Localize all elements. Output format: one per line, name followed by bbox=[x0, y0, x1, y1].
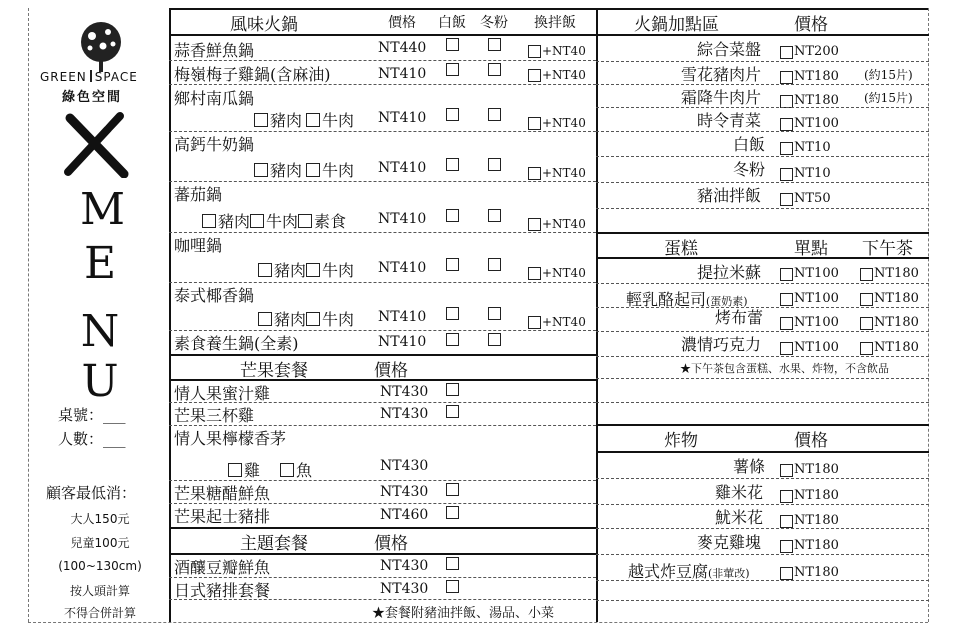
noodle-checkbox[interactable] bbox=[488, 158, 501, 171]
rice-checkbox[interactable] bbox=[446, 63, 459, 76]
mango-item-name: 情人果蜜汁雞 bbox=[174, 384, 271, 403]
beef-checkbox[interactable] bbox=[306, 113, 320, 127]
menu-letter-e: E bbox=[83, 238, 117, 289]
swap-checkbox[interactable] bbox=[528, 45, 541, 58]
hotpot-item-name: 蒜香鮮魚鍋 bbox=[174, 41, 255, 60]
theme-item-name: 酒釀豆瓣鮮魚 bbox=[174, 558, 271, 577]
order-checkbox[interactable] bbox=[780, 464, 793, 477]
menu-letter-m: M bbox=[80, 184, 126, 235]
hotpot-item-price: NT410 bbox=[378, 110, 427, 126]
single-checkbox[interactable] bbox=[780, 293, 793, 306]
hotpot-item-price: NT410 bbox=[378, 160, 427, 176]
meat-options bbox=[258, 307, 354, 330]
row-separator bbox=[596, 283, 929, 284]
tea-checkbox[interactable] bbox=[860, 293, 873, 306]
addon-price-text: NT180 bbox=[794, 69, 839, 84]
swap-checkbox[interactable] bbox=[528, 267, 541, 280]
addon-price-text: NT10 bbox=[794, 140, 831, 155]
cake-single-price[interactable] bbox=[780, 315, 839, 330]
addon-price-text: NT50 bbox=[794, 191, 831, 206]
swap-rice-option[interactable] bbox=[528, 116, 586, 130]
addon-price[interactable] bbox=[780, 191, 831, 206]
row-separator bbox=[596, 61, 929, 62]
fried-header-price: 價格 bbox=[794, 431, 828, 451]
option-label: 豬肉 bbox=[270, 161, 303, 180]
cake-single-price[interactable] bbox=[780, 266, 839, 281]
meat-options bbox=[254, 108, 354, 131]
addon-item-name: 冬粉 bbox=[733, 160, 766, 179]
min-spend-title: 顧客最低消： bbox=[46, 484, 137, 502]
cake-single-price[interactable] bbox=[780, 291, 839, 306]
brand-name-left: GREEN bbox=[40, 70, 87, 84]
order-checkbox[interactable] bbox=[446, 483, 459, 496]
row-separator bbox=[596, 600, 929, 601]
noodle-checkbox[interactable] bbox=[488, 209, 501, 222]
cake-item-name: 提拉米蘇 bbox=[697, 263, 762, 282]
order-checkbox[interactable] bbox=[780, 540, 793, 553]
cakes-header-name: 蛋糕 bbox=[664, 239, 698, 259]
rice-checkbox[interactable] bbox=[446, 108, 459, 121]
row-separator bbox=[596, 208, 929, 209]
fried-item-name: 麥克雞塊 bbox=[697, 533, 762, 552]
hotpot-item-price: NT410 bbox=[378, 66, 427, 82]
cake-item-name: 濃情巧克力 bbox=[681, 335, 762, 354]
noodle-checkbox[interactable] bbox=[488, 307, 501, 320]
fried-item-name: 魷米花 bbox=[715, 508, 764, 527]
mango-item-name: 芒果三杯雞 bbox=[174, 406, 255, 425]
addon-item-name: 霜降牛肉片 bbox=[681, 88, 762, 107]
fried-name-suffix: (非葷改) bbox=[708, 567, 750, 580]
fried-item-name: 薯條 bbox=[733, 457, 766, 476]
hotpot-header-name: 風味火鍋 bbox=[230, 15, 298, 35]
order-checkbox[interactable] bbox=[446, 557, 459, 570]
hotpot-item-price: NT440 bbox=[378, 40, 427, 56]
addon-item-name: 時令青菜 bbox=[697, 111, 762, 130]
hotpot-item-price: NT410 bbox=[378, 260, 427, 276]
chicken-checkbox[interactable] bbox=[228, 463, 242, 477]
theme-item-price: NT430 bbox=[380, 581, 429, 597]
swap-price: +NT40 bbox=[542, 166, 586, 180]
fried-price-text: NT180 bbox=[794, 565, 839, 580]
cake-tea-price[interactable] bbox=[860, 340, 919, 355]
option-label: 雞 bbox=[244, 461, 261, 480]
row-separator bbox=[169, 84, 596, 85]
swap-checkbox[interactable] bbox=[528, 218, 541, 231]
option-label: 牛肉 bbox=[322, 310, 355, 329]
addon-price[interactable] bbox=[780, 44, 839, 59]
option-label: 豬肉 bbox=[274, 261, 307, 280]
fried-header-rule bbox=[596, 451, 929, 453]
swap-rice-option[interactable] bbox=[528, 217, 586, 231]
outer-left-border bbox=[28, 8, 29, 622]
hotpot-item-name: 鄉村南瓜鍋 bbox=[174, 89, 255, 108]
fried-item-name bbox=[628, 559, 750, 582]
mango-item-price: NT430 bbox=[380, 458, 429, 474]
hotpot-item-name: 素食養生鍋(全素) bbox=[174, 334, 299, 353]
hotpot-item-name: 泰式椰香鍋 bbox=[174, 286, 255, 305]
rice-checkbox[interactable] bbox=[446, 258, 459, 271]
swap-price: +NT40 bbox=[542, 44, 586, 58]
addon-price[interactable] bbox=[780, 166, 831, 181]
swap-price: +NT40 bbox=[542, 68, 586, 82]
hotpot-header-swap: 換拌飯 bbox=[534, 15, 576, 31]
table-number-field[interactable]: 桌號：___ bbox=[58, 406, 126, 424]
addon-item-note: (約15片) bbox=[864, 91, 913, 105]
row-separator bbox=[596, 356, 929, 357]
rice-checkbox[interactable] bbox=[446, 307, 459, 320]
cake-tea-text: NT180 bbox=[874, 266, 919, 281]
cake-tea-text: NT180 bbox=[874, 340, 919, 355]
theme-item-price: NT430 bbox=[380, 558, 429, 574]
option-label: 魚 bbox=[296, 461, 313, 480]
order-checkbox[interactable] bbox=[780, 515, 793, 528]
outer-bottom-border bbox=[28, 622, 928, 623]
rice-checkbox[interactable] bbox=[446, 209, 459, 222]
option-label: 牛肉 bbox=[322, 111, 355, 130]
meat-options bbox=[258, 258, 354, 281]
people-count-field[interactable]: 人數：___ bbox=[58, 430, 126, 448]
hotpot-header-noodle: 冬粉 bbox=[480, 15, 508, 31]
row-separator bbox=[169, 232, 596, 233]
pork-checkbox[interactable] bbox=[202, 214, 216, 228]
row-separator bbox=[169, 60, 596, 61]
addon-price-text: NT180 bbox=[794, 93, 839, 108]
option-label: 豬肉 bbox=[274, 310, 307, 329]
addon-item-name: 豬油拌飯 bbox=[697, 186, 762, 205]
noodle-checkbox[interactable] bbox=[488, 258, 501, 271]
hotpot-item-name: 咖哩鍋 bbox=[174, 236, 223, 255]
tea-checkbox[interactable] bbox=[860, 342, 873, 355]
cakes-header-rule bbox=[596, 257, 929, 259]
mango-item-price: NT430 bbox=[380, 484, 429, 500]
row-separator bbox=[169, 181, 596, 182]
outer-right-border bbox=[928, 8, 929, 622]
swap-checkbox[interactable] bbox=[528, 117, 541, 130]
fish-checkbox[interactable] bbox=[280, 463, 294, 477]
fried-price-text: NT180 bbox=[794, 462, 839, 477]
theme-item-name: 日式豬排套餐 bbox=[174, 581, 271, 600]
mango-item-name: 芒果糖醋鮮魚 bbox=[174, 484, 271, 503]
fried-price-text: NT180 bbox=[794, 488, 839, 503]
swap-rice-option[interactable] bbox=[528, 44, 586, 58]
swap-price: +NT40 bbox=[542, 217, 586, 231]
single-checkbox[interactable] bbox=[780, 317, 793, 330]
hotpot-item-name: 蕃茄鍋 bbox=[174, 185, 223, 204]
theme-header-name: 主題套餐 bbox=[240, 534, 308, 554]
hotpot-item-name: 梅嶺梅子雞鍋(含麻油) bbox=[174, 65, 331, 84]
cake-single-text: NT100 bbox=[794, 291, 839, 306]
hotpot-item-price: NT410 bbox=[378, 309, 427, 325]
row-separator bbox=[596, 378, 929, 379]
theme-header-price: 價格 bbox=[374, 534, 408, 554]
single-checkbox[interactable] bbox=[780, 268, 793, 281]
mango-header-name: 芒果套餐 bbox=[240, 361, 308, 381]
hotpot-header-price: 價格 bbox=[388, 15, 416, 31]
mango-item-name: 芒果起士豬排 bbox=[174, 507, 271, 526]
beef-checkbox[interactable] bbox=[306, 263, 320, 277]
min-spend-no-combine: 不得合併計算 bbox=[63, 606, 136, 620]
rice-checkbox[interactable] bbox=[446, 158, 459, 171]
addon-price[interactable] bbox=[780, 69, 839, 84]
brand-name-zh: 綠色空間 bbox=[62, 90, 123, 105]
swap-checkbox[interactable] bbox=[528, 316, 541, 329]
swap-checkbox[interactable] bbox=[528, 167, 541, 180]
order-checkbox[interactable] bbox=[780, 118, 793, 131]
swap-rice-option[interactable] bbox=[528, 68, 586, 82]
hotpot-item-price: NT410 bbox=[378, 211, 427, 227]
option-label: 豬肉 bbox=[270, 111, 303, 130]
fried-price[interactable] bbox=[780, 538, 839, 553]
order-checkbox[interactable] bbox=[780, 71, 793, 84]
noodle-checkbox[interactable] bbox=[488, 38, 501, 51]
beef-checkbox[interactable] bbox=[250, 214, 264, 228]
fork-knife-icon bbox=[60, 112, 130, 178]
addon-price-text: NT100 bbox=[794, 116, 839, 131]
pork-checkbox[interactable] bbox=[254, 113, 268, 127]
fried-item-name: 雞米花 bbox=[715, 483, 764, 502]
addon-header-name: 火鍋加點區 bbox=[634, 15, 719, 35]
cake-tea-price[interactable] bbox=[860, 266, 919, 281]
tea-checkbox[interactable] bbox=[860, 317, 873, 330]
min-spend-per-head: 按人頭計算 bbox=[69, 584, 130, 598]
row-separator bbox=[596, 580, 929, 581]
addon-price-text: NT200 bbox=[794, 44, 839, 59]
cake-item-name: 烤布蕾 bbox=[715, 308, 764, 327]
addon-price[interactable] bbox=[780, 93, 839, 108]
cake-name-text: 輕乳酪起司 bbox=[626, 290, 707, 309]
mango-item-price: NT430 bbox=[380, 384, 429, 400]
row-separator bbox=[596, 331, 929, 332]
beef-checkbox[interactable] bbox=[306, 312, 320, 326]
order-checkbox[interactable] bbox=[446, 580, 459, 593]
row-separator bbox=[596, 402, 929, 403]
cake-single-text: NT100 bbox=[794, 315, 839, 330]
brand-name-en bbox=[40, 70, 160, 84]
cakes-header-tea: 下午茶 bbox=[862, 239, 913, 259]
addon-item-name: 雪花豬肉片 bbox=[681, 65, 762, 84]
addon-header-rule bbox=[596, 34, 929, 36]
cake-tea-text: NT180 bbox=[874, 315, 919, 330]
order-checkbox[interactable] bbox=[780, 193, 793, 206]
order-checkbox[interactable] bbox=[780, 567, 793, 580]
swap-rice-option[interactable] bbox=[528, 266, 586, 280]
cake-single-text: NT100 bbox=[794, 266, 839, 281]
addon-price-text: NT10 bbox=[794, 166, 831, 181]
order-checkbox[interactable] bbox=[446, 506, 459, 519]
order-checkbox[interactable] bbox=[780, 168, 793, 181]
cakes-header-single: 單點 bbox=[794, 239, 828, 259]
meat-options bbox=[254, 158, 354, 181]
pork-checkbox[interactable] bbox=[258, 312, 272, 326]
cake-name-suffix: (蛋奶素) bbox=[706, 295, 748, 308]
order-checkbox[interactable] bbox=[446, 405, 459, 418]
beef-checkbox[interactable] bbox=[306, 163, 320, 177]
row-separator bbox=[596, 554, 929, 555]
row-separator bbox=[596, 107, 929, 108]
row-separator bbox=[596, 182, 929, 183]
order-checkbox[interactable] bbox=[780, 490, 793, 503]
row-separator bbox=[596, 528, 929, 529]
addon-item-note: (約15片) bbox=[864, 68, 913, 82]
tree-logo-icon bbox=[70, 20, 132, 72]
addon-item-name: 白飯 bbox=[733, 135, 766, 154]
mango-item-price: NT460 bbox=[380, 507, 429, 523]
swap-price: +NT40 bbox=[542, 315, 586, 329]
option-label: 素食 bbox=[314, 212, 347, 231]
fried-header-name: 炸物 bbox=[664, 431, 698, 451]
theme-set-note: ★套餐附豬油拌飯、湯品、小菜 bbox=[372, 606, 555, 621]
fried-price[interactable] bbox=[780, 488, 839, 503]
addon-price[interactable] bbox=[780, 116, 839, 131]
addon-item-name: 綜合菜盤 bbox=[697, 40, 762, 59]
cake-tea-text: NT180 bbox=[874, 291, 919, 306]
swap-price: +NT40 bbox=[542, 266, 586, 280]
menu-letter-u: U bbox=[81, 356, 119, 407]
pork-checkbox[interactable] bbox=[258, 263, 272, 277]
fried-price-text: NT180 bbox=[794, 538, 839, 553]
noodle-checkbox[interactable] bbox=[488, 333, 501, 346]
swap-rice-option[interactable] bbox=[528, 166, 586, 180]
mango-item-name: 情人果檸檬香茅 bbox=[174, 429, 287, 448]
fried-price[interactable] bbox=[780, 565, 839, 580]
min-spend-height: (100~130cm) bbox=[58, 559, 142, 573]
rice-checkbox[interactable] bbox=[446, 38, 459, 51]
option-label: 牛肉 bbox=[266, 212, 299, 231]
left-divider bbox=[169, 8, 171, 622]
option-label: 豬肉 bbox=[218, 212, 251, 231]
hotpot-item-name: 高鈣牛奶鍋 bbox=[174, 135, 255, 154]
cake-single-text: NT100 bbox=[794, 340, 839, 355]
vegetarian-checkbox[interactable] bbox=[298, 214, 312, 228]
section-rule bbox=[596, 424, 929, 426]
meat-options bbox=[202, 209, 346, 232]
fried-price[interactable] bbox=[780, 462, 839, 477]
noodle-checkbox[interactable] bbox=[488, 63, 501, 76]
min-spend-adult: 大人150元 bbox=[70, 512, 130, 526]
brand-logo bbox=[70, 20, 132, 72]
menu-letter-n: N bbox=[80, 306, 120, 357]
rice-checkbox[interactable] bbox=[446, 333, 459, 346]
row-separator bbox=[596, 84, 929, 85]
order-checkbox[interactable] bbox=[780, 142, 793, 155]
addon-header-price: 價格 bbox=[794, 15, 828, 35]
swap-price: +NT40 bbox=[542, 116, 586, 130]
cake-single-price[interactable] bbox=[780, 340, 839, 355]
fried-price[interactable] bbox=[780, 513, 839, 528]
hotpot-item-price: NT410 bbox=[378, 334, 427, 350]
min-spend-child: 兒童100元 bbox=[70, 536, 130, 550]
option-label: 牛肉 bbox=[322, 161, 355, 180]
hotpot-header-rule bbox=[169, 34, 596, 36]
cake-tea-price[interactable] bbox=[860, 291, 919, 306]
pork-checkbox[interactable] bbox=[254, 163, 268, 177]
hotpot-header-rice: 白飯 bbox=[438, 15, 466, 31]
protein-options bbox=[228, 458, 312, 481]
middle-divider bbox=[596, 8, 598, 622]
row-separator bbox=[596, 478, 929, 479]
addon-price[interactable] bbox=[780, 140, 831, 155]
option-label: 牛肉 bbox=[322, 261, 355, 280]
brand-name-right: SPACE bbox=[94, 70, 138, 84]
fried-name-text: 越式炸豆腐 bbox=[628, 562, 709, 581]
swap-rice-option[interactable] bbox=[528, 315, 586, 329]
mango-item-price: NT430 bbox=[380, 406, 429, 422]
fried-price-text: NT180 bbox=[794, 513, 839, 528]
afternoon-tea-note: ★下午茶包含蛋糕、水果、炸物，不含飲品 bbox=[680, 362, 889, 375]
mango-header-price: 價格 bbox=[374, 361, 408, 381]
swap-checkbox[interactable] bbox=[528, 69, 541, 82]
order-checkbox[interactable] bbox=[780, 46, 793, 59]
noodle-checkbox[interactable] bbox=[488, 108, 501, 121]
row-separator bbox=[169, 599, 596, 600]
order-checkbox[interactable] bbox=[446, 383, 459, 396]
tea-checkbox[interactable] bbox=[860, 268, 873, 281]
single-checkbox[interactable] bbox=[780, 342, 793, 355]
cake-tea-price[interactable] bbox=[860, 315, 919, 330]
